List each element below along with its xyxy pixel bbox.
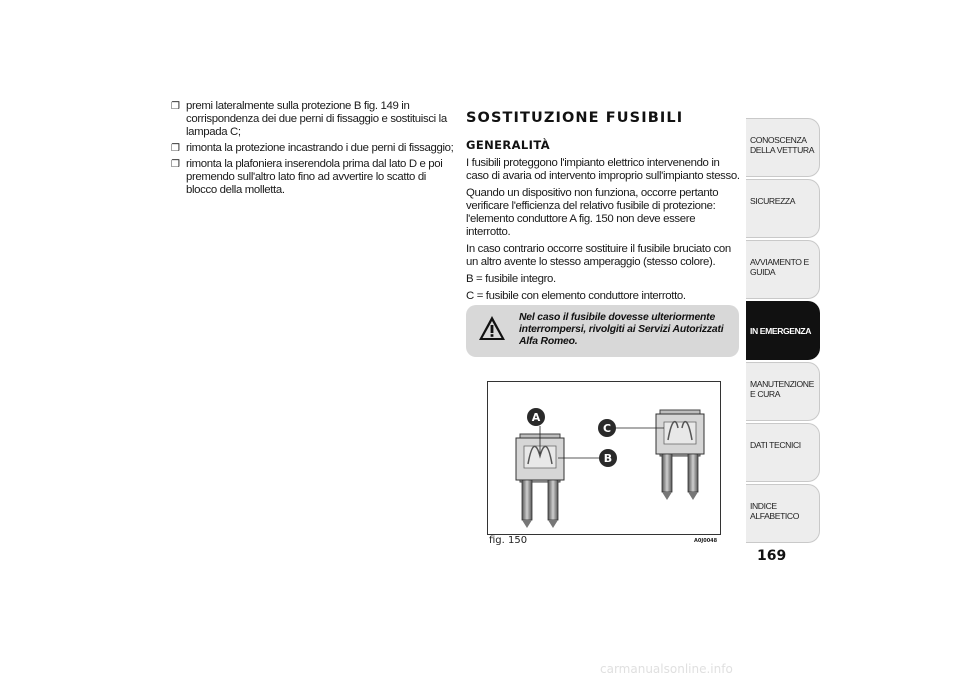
paragraph: I fusibili proteggono l'impianto elettrico intervenendo in caso di avaria od intervento improprio sull'impianto stesso.: [466, 157, 740, 182]
label-b: [599, 449, 617, 467]
paragraph: B = fusibile integro.: [466, 273, 556, 285]
tab-label: DATI TECNICI: [750, 440, 801, 450]
checkbox-bullet-icon: ❐: [171, 101, 180, 112]
warning-triangle-icon: [478, 315, 506, 341]
list-item: [171, 158, 457, 197]
chapter-tabs: [746, 118, 820, 545]
list-item: [171, 142, 457, 155]
tab-manutenzione-e-cura[interactable]: [746, 362, 820, 421]
section-title: SOSTITUZIONE FUSIBILI: [466, 110, 684, 126]
tab-label: INDICE ALFABETICO: [750, 501, 800, 521]
fuse-illustration: [488, 382, 720, 534]
list-item-text: rimonta la protezione incastrando i due perni di fissaggio;: [186, 142, 454, 154]
label-c-text: C: [602, 422, 612, 435]
list-item: [171, 100, 457, 139]
left-column: [171, 100, 457, 200]
list-item-text: rimonta la plafoniera inserendola prima dal lato D e poi premendo sull'altro lato fino ad avvertire lo scatto di blocco della molletta.: [186, 158, 443, 196]
tab-indice-alfabetico[interactable]: [746, 484, 820, 543]
label-b-text: B: [603, 452, 613, 465]
section-subtitle: GENERALITÀ: [466, 138, 550, 152]
figure-code: A0J0048: [694, 538, 718, 544]
tab-sicurezza[interactable]: [746, 179, 820, 238]
tab-conoscenza-della-vettura[interactable]: [746, 118, 820, 177]
blown-fuse: [656, 410, 704, 500]
warning-box: [466, 305, 739, 357]
paragraph: Quando un dispositivo non funziona, occorre pertanto verificare l'efficienza del relativo fusibile di protezione: l'elemento conduttore A fig. 150 non deve essere interrotto.: [466, 187, 719, 238]
label-c: [598, 419, 616, 437]
figure-frame: [487, 381, 721, 535]
tab-label: IN EMERGENZA: [750, 326, 812, 336]
tab-label: MANUTENZIONE E CURA: [750, 379, 814, 399]
figure-caption: fig. 150: [489, 535, 528, 546]
tab-label: AVVIAMENTO E GUIDA: [750, 257, 809, 277]
warning-text: Nel caso il fusibile dovesse ulteriormente interrompersi, rivolgiti ai Servizi Autorizzati Alfa Romeo.: [519, 312, 724, 347]
checkbox-bullet-icon: ❐: [171, 159, 180, 170]
tab-avviamento-e-guida[interactable]: [746, 240, 820, 299]
watermark: carmanualsonline.info: [600, 662, 733, 676]
tab-label: SICUREZZA: [750, 196, 796, 206]
paragraph: C = fusibile con elemento conduttore interrotto.: [466, 290, 686, 302]
page-number: 169: [757, 548, 787, 564]
tab-dati-tecnici[interactable]: [746, 423, 820, 482]
paragraph: In caso contrario occorre sostituire il fusibile bruciato con un altro avente lo stesso amperaggio (stesso colore).: [466, 243, 731, 268]
label-a: [527, 408, 545, 426]
label-a-text: A: [531, 411, 541, 424]
main-section: [466, 112, 741, 307]
tab-in-emergenza[interactable]: [746, 301, 820, 360]
checkbox-bullet-icon: ❐: [171, 143, 180, 154]
tab-label: CONOSCENZA DELLA VETTURA: [750, 135, 815, 155]
list-item-text: premi lateralmente sulla protezione B fig. 149 in corrispondenza dei due perni di fissaggio e sostituisci la lampada C;: [186, 100, 447, 138]
